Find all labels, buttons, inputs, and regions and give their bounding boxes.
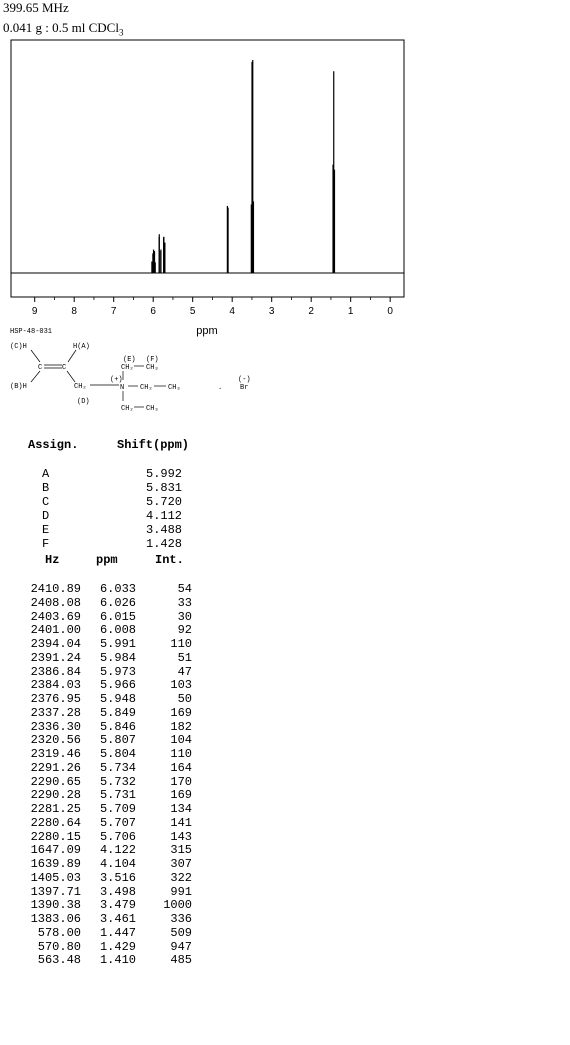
cell-int: 50 xyxy=(177,692,192,706)
label-ch3-right: CH₃ xyxy=(168,384,181,392)
table-row xyxy=(0,885,200,899)
molecule-structure xyxy=(0,322,300,417)
cell-int: 170 xyxy=(170,774,192,789)
cell-int: 104 xyxy=(170,733,192,748)
x-tick-label: 5 xyxy=(189,306,196,317)
label-carbon-1: C xyxy=(38,364,43,372)
cell-hz: 1639.89 xyxy=(30,857,81,871)
cell-int: 336 xyxy=(170,912,192,926)
cell-ppm: 5.966 xyxy=(99,678,136,693)
cell-ppm: 5.984 xyxy=(99,650,136,665)
table-row xyxy=(0,761,200,775)
table-row xyxy=(0,926,200,940)
cell-ppm: 1.429 xyxy=(99,939,136,954)
label-ch2-e: CH₂ xyxy=(121,364,134,372)
x-tick-label: 3 xyxy=(268,306,275,317)
label-ch2-bottom: CH₂ xyxy=(121,405,134,413)
label-dot: . xyxy=(218,384,223,392)
x-axis-label: ppm xyxy=(196,325,218,337)
table-row xyxy=(0,610,200,624)
cell-int: 164 xyxy=(170,760,192,775)
cell-ppm: 3.461 xyxy=(99,912,136,926)
cell-ppm: 5.807 xyxy=(99,733,136,748)
cell-int: 169 xyxy=(170,788,192,803)
label-ch3-bottom: CH₃ xyxy=(146,405,159,413)
cell-int: 509 xyxy=(170,925,192,940)
table-row xyxy=(0,651,200,665)
label-nitrogen: N xyxy=(120,384,125,392)
cell-hz: 570.80 xyxy=(37,939,81,954)
cell-hz: 563.48 xyxy=(37,953,81,968)
cell-int: 110 xyxy=(170,637,192,651)
cell-ppm: 4.104 xyxy=(99,857,136,871)
cell-int: 315 xyxy=(170,843,192,858)
cell-int: 92 xyxy=(177,623,192,638)
sample-subscript: 3 xyxy=(118,27,124,38)
cell-ppm: 1.410 xyxy=(99,953,136,968)
nmr-spectrum-chart xyxy=(0,0,570,340)
cell-ppm: 5.849 xyxy=(99,705,136,720)
table-row xyxy=(0,871,200,885)
table-row xyxy=(0,953,200,967)
table-row xyxy=(0,637,200,651)
cell-int: 47 xyxy=(177,664,192,679)
table-row xyxy=(0,720,200,734)
cell-ppm: 5.991 xyxy=(99,637,136,651)
cell-hz: 2290.65 xyxy=(30,774,81,789)
cell-hz: 2391.24 xyxy=(30,650,81,665)
cell-hz: 2403.69 xyxy=(30,609,81,624)
cell-int: 1000 xyxy=(163,898,192,913)
cell-int: 30 xyxy=(177,609,192,624)
label-minus-charge: (-) xyxy=(238,376,251,384)
cell-ppm: 5.973 xyxy=(99,664,136,679)
cell-ppm: 5.709 xyxy=(99,802,136,816)
cell-hz: 1405.03 xyxy=(30,870,81,885)
cell-hz: 1383.06 xyxy=(30,912,81,926)
assignment-shift: 1.428 xyxy=(146,537,183,551)
table-row xyxy=(0,692,200,706)
cell-int: 947 xyxy=(170,939,192,954)
cell-hz: 2320.56 xyxy=(30,733,81,748)
cell-int: 110 xyxy=(170,747,192,761)
cell-hz: 2290.28 xyxy=(30,788,81,803)
label-carbon-2: C xyxy=(62,364,67,372)
table-row xyxy=(0,857,200,871)
cell-hz: 2281.25 xyxy=(30,802,81,816)
table-row xyxy=(0,816,200,830)
cell-int: 182 xyxy=(170,719,192,734)
x-tick-label: 4 xyxy=(229,306,235,317)
cell-int: 991 xyxy=(170,884,192,899)
assignment-shift: 5.831 xyxy=(146,481,183,495)
assign-column-header: Assign. xyxy=(28,438,79,452)
cell-int: 169 xyxy=(170,705,192,720)
table-row xyxy=(0,830,200,844)
assignment-shift: 4.112 xyxy=(146,509,183,523)
table-row xyxy=(0,912,200,926)
int-column-header: Int. xyxy=(155,553,184,567)
cell-hz: 2337.28 xyxy=(30,705,81,720)
cell-hz: 578.00 xyxy=(37,925,81,940)
cell-hz: 1397.71 xyxy=(30,884,81,899)
table-row xyxy=(0,802,200,816)
label-c-h: (C)H xyxy=(10,343,27,351)
assignment-label: A xyxy=(42,467,50,481)
spectrometer-frequency: 399.65 MHz xyxy=(3,0,69,15)
table-row xyxy=(0,733,200,747)
label-ch2-d: CH₂ xyxy=(74,383,87,391)
assignment-shift: 3.488 xyxy=(146,523,183,537)
cell-hz: 1390.38 xyxy=(30,898,81,913)
ppm-column-header: ppm xyxy=(96,553,118,567)
cell-int: 51 xyxy=(177,650,192,665)
cell-ppm: 6.033 xyxy=(99,582,136,596)
cell-int: 141 xyxy=(170,815,192,830)
cell-ppm: 5.734 xyxy=(99,760,136,775)
cell-int: 54 xyxy=(177,582,192,596)
assignment-label: F xyxy=(42,537,50,551)
x-tick-label: 9 xyxy=(31,306,38,317)
cell-hz: 2280.15 xyxy=(30,829,81,844)
structure-code: HSP-48-031 xyxy=(10,328,53,336)
table-row xyxy=(0,747,200,761)
assignment-shift: 5.720 xyxy=(146,495,183,509)
cell-hz: 1647.09 xyxy=(30,843,81,858)
assignment-label: B xyxy=(42,481,50,495)
cell-ppm: 5.707 xyxy=(99,815,136,830)
table-row xyxy=(0,788,200,802)
label-bromide: Br xyxy=(240,384,249,392)
spectrum-peaks xyxy=(11,60,404,273)
label-ch3-f: CH₃ xyxy=(146,364,159,372)
x-tick-label: 8 xyxy=(71,306,77,317)
label-h-a: H(A) xyxy=(73,343,90,351)
cell-int: 485 xyxy=(170,953,192,968)
table-row xyxy=(0,898,200,912)
cell-ppm: 1.447 xyxy=(99,925,136,940)
table-row xyxy=(0,678,200,692)
label-ch2-right: CH₂ xyxy=(140,384,153,392)
assignment-label: E xyxy=(42,523,50,537)
table-row xyxy=(0,596,200,610)
label-plus-charge: (+) xyxy=(110,376,123,384)
x-tick-label: 7 xyxy=(110,306,117,317)
cell-int: 134 xyxy=(170,802,192,816)
x-tick-label: 1 xyxy=(347,306,354,317)
cell-ppm: 4.122 xyxy=(99,843,136,858)
sample-text: 0.041 g : 0.5 ml CDCl xyxy=(3,20,119,35)
x-tick-label: 6 xyxy=(150,306,156,317)
cell-ppm: 5.846 xyxy=(99,719,136,734)
table-row xyxy=(0,843,200,857)
table-row xyxy=(0,706,200,720)
x-tick-label: 2 xyxy=(308,306,314,317)
cell-ppm: 5.948 xyxy=(99,692,136,706)
cell-ppm: 3.479 xyxy=(99,898,136,913)
table-row xyxy=(0,623,200,637)
cell-int: 143 xyxy=(170,829,192,844)
cell-hz: 2401.00 xyxy=(30,623,81,638)
cell-ppm: 6.008 xyxy=(99,623,136,638)
cell-ppm: 3.498 xyxy=(99,884,136,899)
cell-ppm: 5.731 xyxy=(99,788,136,803)
cell-ppm: 3.516 xyxy=(99,870,136,885)
assignment-label: C xyxy=(42,495,50,509)
assignment-shift: 5.992 xyxy=(146,467,183,481)
label-b-h: (B)H xyxy=(10,383,27,391)
hz-column-header: Hz xyxy=(45,553,60,567)
cell-hz: 2408.08 xyxy=(30,595,81,610)
x-tick-label: 0 xyxy=(387,306,393,317)
cell-hz: 2394.04 xyxy=(30,637,81,651)
cell-int: 33 xyxy=(177,595,192,610)
label-f: (F) xyxy=(146,356,159,364)
cell-ppm: 6.015 xyxy=(99,609,136,624)
table-row xyxy=(0,775,200,789)
cell-hz: 2410.89 xyxy=(30,582,81,596)
assignment-label: D xyxy=(42,509,50,523)
cell-hz: 2280.64 xyxy=(30,815,81,830)
plot-frame xyxy=(11,40,404,297)
cell-int: 307 xyxy=(170,857,192,871)
cell-ppm: 5.804 xyxy=(99,747,136,761)
cell-ppm: 5.732 xyxy=(99,774,136,789)
cell-hz: 2319.46 xyxy=(30,747,81,761)
x-axis-ticks xyxy=(32,297,393,317)
table-row xyxy=(0,940,200,954)
cell-hz: 2336.30 xyxy=(30,719,81,734)
cell-hz: 2291.26 xyxy=(30,760,81,775)
cell-hz: 2386.84 xyxy=(30,664,81,679)
cell-ppm: 5.706 xyxy=(99,829,136,844)
cell-int: 322 xyxy=(170,870,192,885)
cell-hz: 2384.03 xyxy=(30,678,81,693)
label-e: (E) xyxy=(123,356,136,364)
cell-hz: 2376.95 xyxy=(30,692,81,706)
cell-ppm: 6.026 xyxy=(99,595,136,610)
table-row xyxy=(0,665,200,679)
shift-column-header: Shift(ppm) xyxy=(117,438,190,452)
label-d: (D) xyxy=(77,398,90,406)
cell-int: 103 xyxy=(170,678,192,693)
table-row xyxy=(0,582,200,596)
